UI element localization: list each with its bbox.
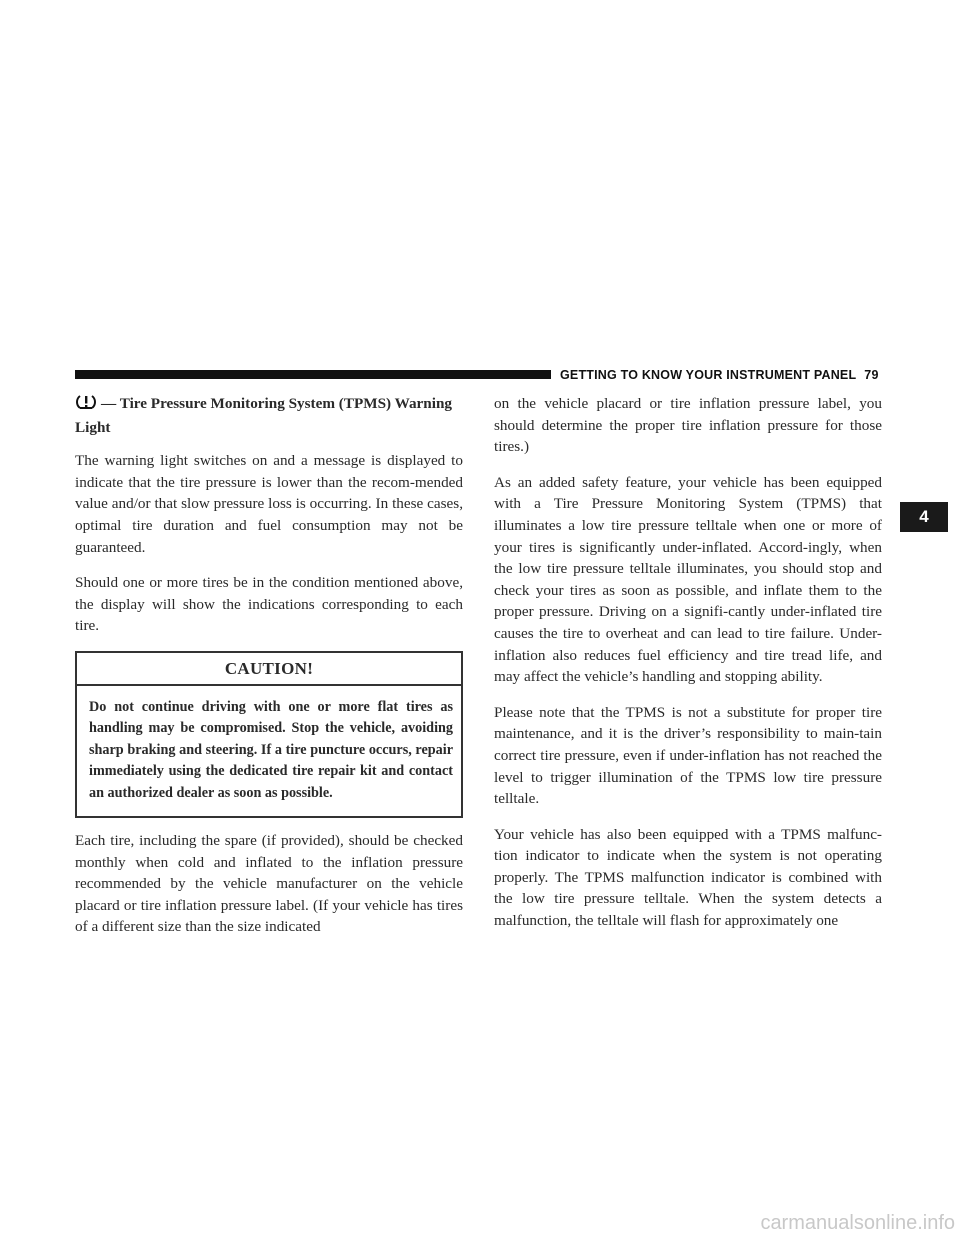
caution-box <box>75 651 463 818</box>
paragraph: on the vehicle placard or tire inflation pressure label, you should determine the proper tire inflation pressure for those tires.) <box>494 395 882 456</box>
header-rule <box>75 370 551 379</box>
paragraph: Each tire, including the spare (if provided), should be checked monthly when cold and inflated to the inflation pressure recommended by the vehicle manufacturer on the vehicle placard or tire inflation pressure label. (If your vehicle has tires of a different size than the size indicated <box>75 831 463 936</box>
page-number: 79 <box>864 368 879 382</box>
paragraph: The warning light switches on and a message is displayed to indicate that the tire pressure is lower than the recom-mended value and/or that slow pressure loss is occurring. In these cases, optimal tire duration and fuel consumption may not be guaranteed. <box>75 452 463 556</box>
paragraph: Please note that the TPMS is not a substitute for proper tire maintenance, and it is the driver’s responsibility to main-tain correct tire pressure, even if under-inflation has not reached the level to trigger illumination of the TPMS low tire pressure telltale. <box>494 703 882 808</box>
caution-body: Do not continue driving with one or more flat tires as handling may be compromised. Stop the vehicle, avoiding sharp braking and steering. If a tire puncture occurs, repair immediately using the dedicated tire repair kit and contact an authorized dealer as soon as possible. <box>89 698 453 801</box>
watermark: carmanualsonline.info <box>760 1212 955 1234</box>
caution-title: CAUTION! <box>77 653 461 686</box>
tpms-warning-icon <box>75 394 97 417</box>
left-column <box>75 393 463 952</box>
paragraph: As an added safety feature, your vehicle has been equipped with a Tire Pressure Monitoring System (TPMS) that illuminates a low tire pressure telltale when one or more of your tires is significantly under-inflated. Accord-ingly, when the low tire pressure telltale illuminates, you should stop and check your tires as soon as possible, and inflate them to the proper pressure. Driving on a signifi-cantly under-inflated tire causes the tire to overheat and can lead to tire failure. Under-inflation also reduces fuel efficiency and tire tread life, and may affect the vehicle’s handling and stopping ability. <box>494 473 882 686</box>
section-title: GETTING TO KNOW YOUR INSTRUMENT PANEL <box>560 368 857 382</box>
right-column <box>494 393 882 946</box>
section-heading <box>75 393 463 438</box>
paragraph: Your vehicle has also been equipped with a TPMS malfunc-tion indicator to indicate when the system is not operating properly. The TPMS malfunction indicator is combined with the low tire pressure telltale. When the system detects a malfunction, the telltale will flash for approximately one <box>494 825 882 930</box>
running-header <box>560 368 890 382</box>
heading-text: — Tire Pressure Monitoring System (TPMS) Warning Light <box>75 395 453 436</box>
paragraph: Should one or more tires be in the condition mentioned above, the display will show the indications corresponding to each tire. <box>75 574 463 635</box>
chapter-tab: 4 <box>900 502 948 532</box>
